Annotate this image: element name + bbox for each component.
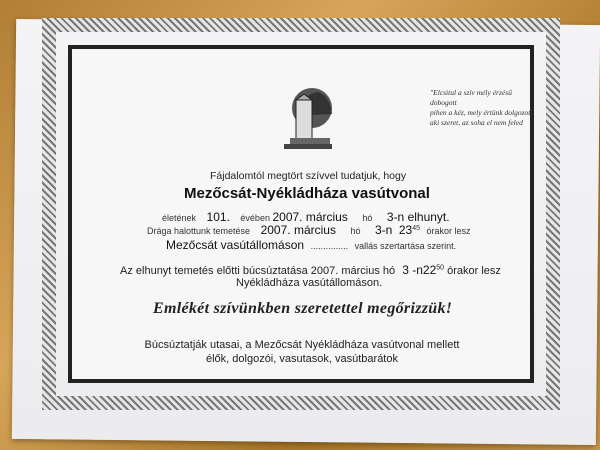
age-prefix: életének [162, 213, 197, 223]
place-row [166, 238, 456, 252]
funeral-place: Mezőcsát vasútállomáson [166, 238, 305, 252]
funeral-suffix: órakor lesz [426, 226, 471, 236]
death-ho: hó [362, 213, 373, 223]
farewell-suffix: órakor lesz [447, 265, 501, 277]
memorial-quote: "Elcsitul a szív mély érzésű dobogott pihen a kéz, mely értünk dolgozott, aki szeret, az soha el nem feled [430, 88, 535, 127]
monument-illustration [282, 86, 334, 150]
funeral-time: 23 [398, 223, 413, 237]
funeral-row [147, 223, 471, 237]
funeral-day: 3-n [375, 223, 393, 237]
deceased-name: Mezőcsát-Nyékládháza vasútvonal [184, 185, 430, 202]
funeral-date: 2007. március [260, 223, 336, 237]
intro-text: Fájdalomtól megtört szívvel tudatjuk, hogy [210, 170, 407, 182]
farewell-time: 22 [422, 263, 437, 277]
age-mid: évében [240, 213, 270, 223]
funeral-prefix: Drága halottunk temetése [147, 226, 251, 236]
funeral-ho: hó [350, 226, 361, 236]
ceremony-type: vallás szertartása szerint. [354, 241, 457, 251]
farewell-day: 3 -n [402, 263, 423, 277]
farewell-place: Nyékládháza vasútállomáson. [236, 277, 383, 289]
farewell-time-minutes: 50 [436, 264, 445, 272]
farewell-row [120, 263, 501, 277]
death-day: 3-n elhunyt. [386, 210, 450, 224]
farewell-text: Az elhunyt temetés előtti búcsúztatása 2007. március hó [120, 265, 396, 277]
memorial-motto: Emlékét szívünkben szeretettel megőrizzük! [153, 300, 453, 317]
death-date: 2007. március [272, 210, 348, 224]
closing-text: Búcsúztatják utasai, a Mezőcsát Nyékládháza vasútvonal mellett élők, dolgozói, vasutasok, vasútbarátok [144, 339, 460, 365]
funeral-time-minutes: 45 [412, 225, 421, 232]
age-value: 101. [206, 210, 230, 224]
age-row [162, 210, 450, 224]
place-dots: ............... [310, 241, 349, 251]
